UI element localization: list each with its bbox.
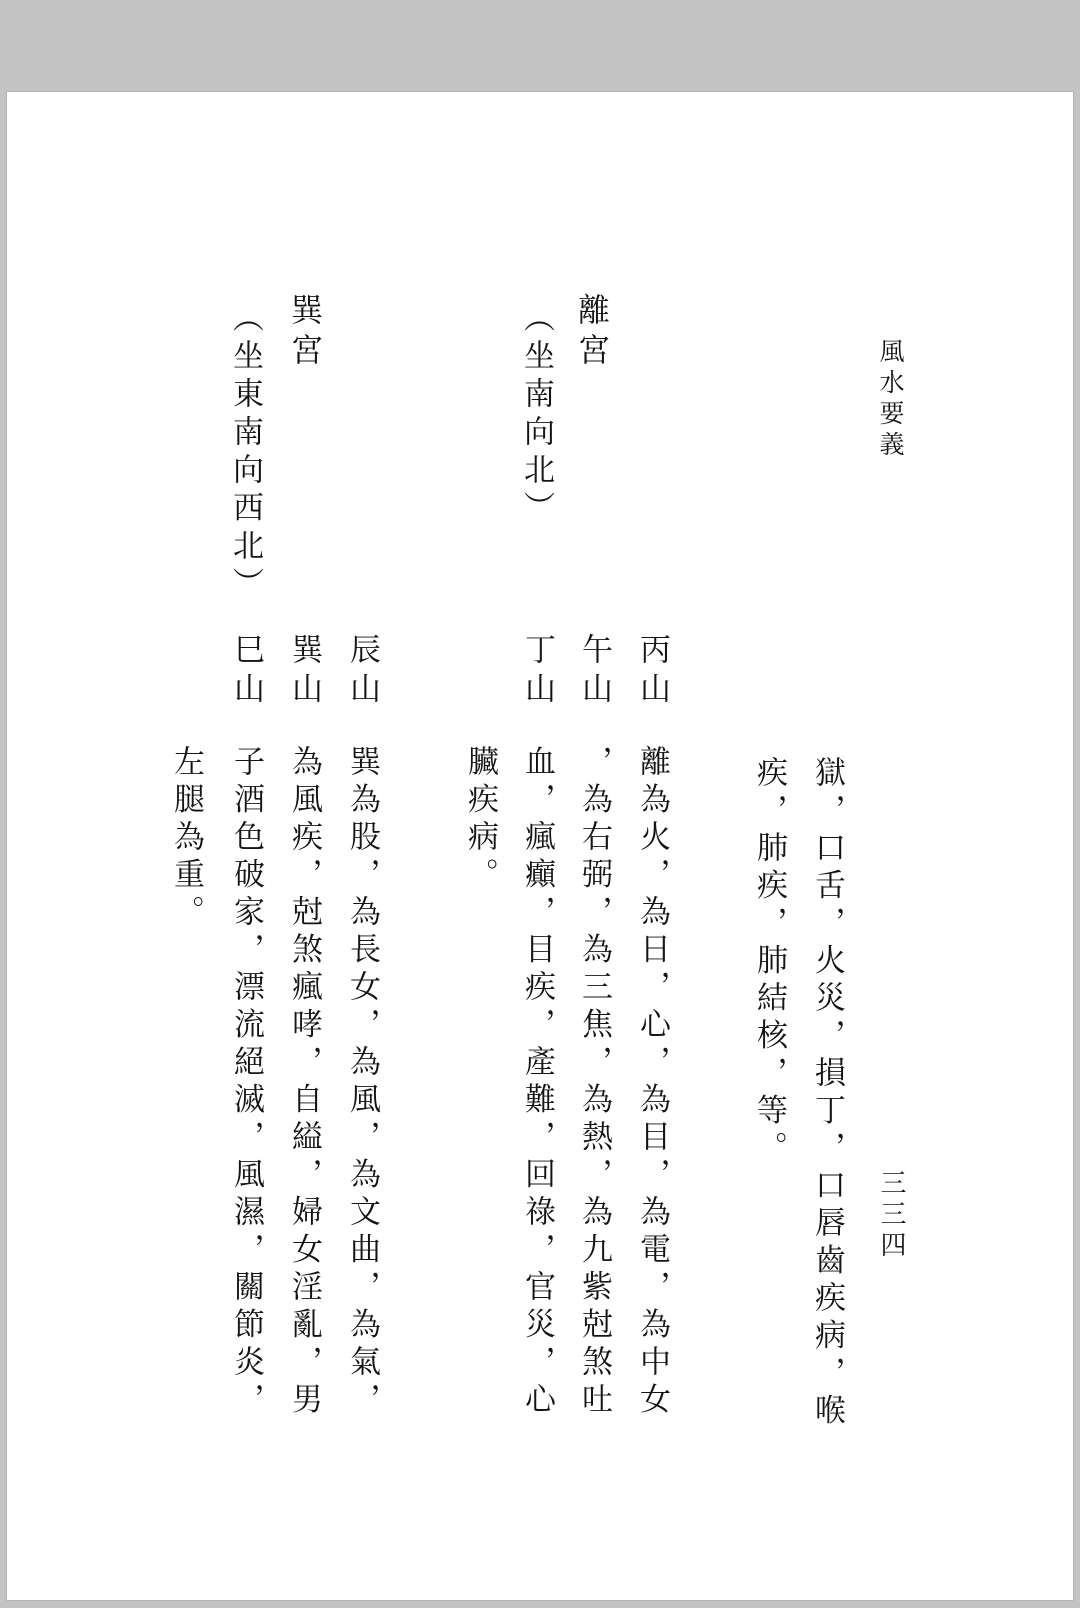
mountain-label-chen: 辰山	[344, 633, 380, 711]
xun-entry-line-4: 左腿為重。	[168, 745, 204, 933]
xun-entry-line-1: 巽為股，為長女，為風，為文曲，為氣，	[344, 745, 380, 1420]
mountain-label-si: 巳山	[228, 633, 264, 711]
li-entry-line-4: 臟疾病。	[462, 745, 498, 895]
xun-palace-heading: 巽宮	[286, 293, 324, 373]
li-palace-heading: 離宮	[573, 293, 611, 373]
mountain-label-ding: 丁山	[519, 633, 555, 711]
li-entry-line-1: 離為火，為日，心，為目，為電，為中女	[634, 745, 670, 1420]
book-page	[6, 91, 1074, 1601]
continued-line-1: 獄，口舌，火災，損丁，口唇齒疾病，喉	[809, 756, 845, 1431]
xun-palace-direction: ︵坐東南向西北︶	[227, 301, 263, 605]
li-palace-direction: ︵坐南向北︶	[518, 301, 554, 529]
li-entry-line-2: ，為右弼，為三焦，為熱，為九紫尅煞吐	[576, 745, 612, 1420]
mountain-label-wu: 午山	[576, 633, 612, 711]
running-title: 風水要義	[876, 338, 905, 462]
continued-line-2: 疾，肺疾，肺結核，等。	[751, 756, 787, 1169]
xun-entry-line-3: 子酒色破家，漂流絕滅，風濕，關節炎，	[228, 745, 264, 1420]
mountain-label-xun: 巽山	[286, 633, 322, 711]
mountain-label-bing: 丙山	[634, 633, 670, 711]
li-entry-line-3: 血，瘋癲，目疾，產難，回祿，官災，心	[519, 745, 555, 1420]
xun-entry-line-2: 為風疾，尅煞瘋哮，自縊，婦女淫亂，男	[286, 745, 322, 1420]
page-number: 三三四	[876, 1169, 906, 1262]
